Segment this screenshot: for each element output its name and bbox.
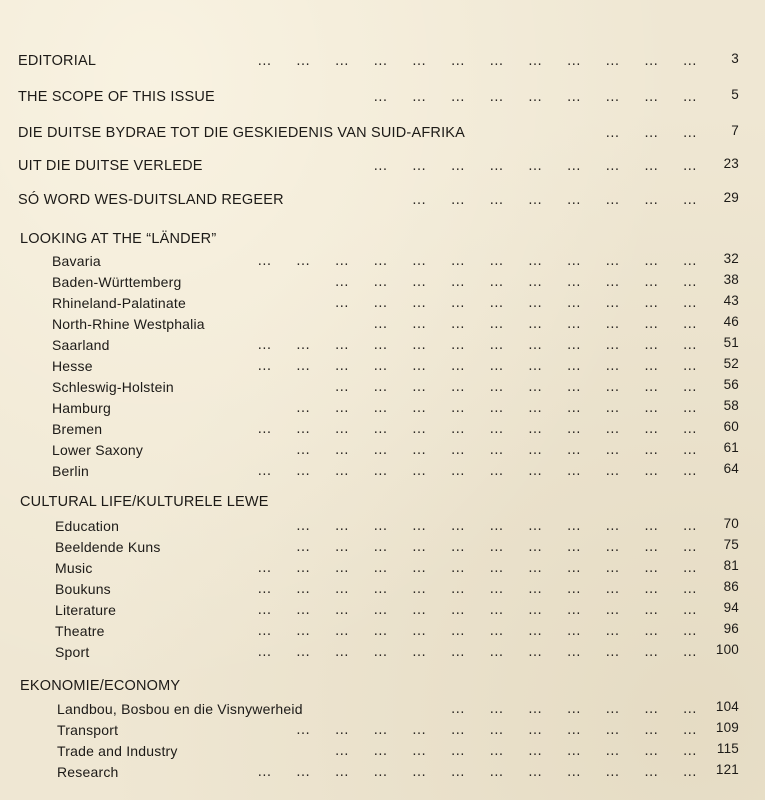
dot-leaders: … … … … … … … … … … … …: [257, 560, 697, 576]
toc-entry-page: 43: [723, 293, 739, 308]
dot-leaders: … … … … … … … … … … … …: [257, 463, 697, 479]
toc-entry-page: 104: [715, 699, 739, 714]
toc-entry-label: DIE DUITSE BYDRAE TOT DIE GESKIEDENIS VAN SUID-AFRIKA: [18, 125, 466, 141]
toc-subentry[interactable]: [0, 599, 765, 621]
dot-leaders: … … … … … … … … … … …: [295, 400, 697, 416]
toc-subentry[interactable]: [0, 536, 765, 558]
toc-entry-label: Boukuns: [55, 581, 111, 597]
toc-entry-label: Bavaria: [52, 253, 101, 269]
toc-subentry[interactable]: [0, 719, 765, 741]
toc-entry-page: 3: [731, 51, 739, 66]
toc-entry-label: Baden-Württemberg: [52, 274, 182, 290]
toc-subentry[interactable]: [0, 620, 765, 642]
dot-leaders: … … … … … … … … … … … …: [257, 764, 697, 780]
toc-entry-label: Beeldende Kuns: [55, 539, 161, 555]
toc-subentry[interactable]: [0, 761, 765, 783]
toc-subentry[interactable]: [0, 355, 765, 377]
toc-entry-page: 86: [723, 579, 739, 594]
toc-entry-label: Theatre: [55, 623, 105, 639]
toc-subentry[interactable]: [0, 740, 765, 762]
toc-entry-page: 70: [723, 516, 739, 531]
toc-entry-page: 109: [715, 720, 739, 735]
toc-entry-page: 32: [723, 251, 739, 266]
dot-leaders: … … … … … … … … … … …: [295, 539, 697, 555]
section-heading-cultural-life: CULTURAL LIFE/KULTURELE LEWE: [20, 494, 269, 510]
toc-subentry[interactable]: [0, 460, 765, 482]
toc-entry-label: Education: [55, 518, 120, 534]
toc-subentry[interactable]: [0, 292, 765, 314]
dot-leaders: … … … … … … … … … … … …: [257, 53, 697, 69]
dot-leaders: … … … … … … … … … … … …: [257, 421, 697, 437]
toc-entry-wes-duitsland[interactable]: [0, 189, 765, 211]
toc-subentry[interactable]: [0, 334, 765, 356]
toc-subentry[interactable]: [0, 439, 765, 461]
dot-leaders: … … … … … … … … … …: [334, 295, 697, 311]
toc-subentry[interactable]: [0, 313, 765, 335]
dot-leaders: … … … … … … … … … … … …: [257, 623, 697, 639]
toc-subentry[interactable]: [0, 376, 765, 398]
toc-entry-page: 29: [723, 190, 739, 205]
toc-subentry[interactable]: [0, 698, 765, 720]
toc-entry-label: Hamburg: [52, 400, 111, 416]
toc-subentry[interactable]: [0, 271, 765, 293]
toc-entry-label: Bremen: [52, 421, 103, 437]
toc-entry-page: 121: [715, 762, 739, 777]
section-heading-economy: EKONOMIE/ECONOMY: [20, 678, 181, 694]
toc-entry-page: 5: [731, 87, 739, 102]
toc-subentry[interactable]: [0, 397, 765, 419]
toc-entry-label: UIT DIE DUITSE VERLEDE: [18, 158, 203, 174]
toc-entry-label: Research: [57, 764, 119, 780]
section-heading-lander: LOOKING AT THE “LÄNDER”: [20, 231, 217, 247]
dot-leaders: … … … … … … …: [450, 701, 697, 717]
dot-leaders: … … … … … … … … … … …: [295, 722, 697, 738]
toc-entry-label: Hesse: [52, 358, 93, 374]
toc-subentry[interactable]: [0, 515, 765, 537]
toc-entry-page: 38: [723, 272, 739, 287]
dot-leaders: … … … … … … … … … …: [334, 379, 697, 395]
toc-entry-label: Lower Saxony: [52, 442, 144, 458]
dot-leaders: … … … … … … … … … … … …: [257, 337, 697, 353]
toc-entry-page: 94: [723, 600, 739, 615]
toc-subentry[interactable]: [0, 418, 765, 440]
dot-leaders: … … … … … … … … … … … …: [257, 644, 697, 660]
toc-subentry[interactable]: [0, 250, 765, 272]
dot-leaders: … … … … … … … … … …: [334, 743, 697, 759]
dot-leaders: … … … … … … … … … … …: [295, 442, 697, 458]
toc-entry-page: 51: [723, 335, 739, 350]
toc-entry-label: Berlin: [52, 463, 89, 479]
toc-entry-page: 23: [723, 156, 739, 171]
toc-entry-label: Transport: [57, 722, 119, 738]
toc-entry-duitse-bydrae[interactable]: [0, 122, 765, 144]
dot-leaders: … … … … … … … … … … … …: [257, 602, 697, 618]
toc-entry-duitse-verlede[interactable]: [0, 155, 765, 177]
toc-entry-label: Literature: [55, 602, 117, 618]
toc-entry-page: 46: [723, 314, 739, 329]
toc-entry-page: 61: [723, 440, 739, 455]
toc-entry-editorial[interactable]: [0, 50, 765, 72]
toc-entry-page: 96: [723, 621, 739, 636]
toc-entry-page: 64: [723, 461, 739, 476]
dot-leaders: … … … … … … … … …: [373, 89, 697, 105]
dot-leaders: … … … … … … … … … … … …: [257, 358, 697, 374]
toc-entry-label: Trade and Industry: [57, 743, 178, 759]
toc-entry-label: Sport: [55, 644, 90, 660]
toc-entry-label: SÓ WORD WES-DUITSLAND REGEER: [18, 192, 284, 208]
toc-entry-page: 100: [715, 642, 739, 657]
toc-subentry[interactable]: [0, 557, 765, 579]
toc-entry-label: Schleswig-Holstein: [52, 379, 174, 395]
toc-subentry[interactable]: [0, 641, 765, 663]
dot-leaders: … … … … … … … …: [411, 192, 697, 208]
toc-entry-page: 58: [723, 398, 739, 413]
toc-subentry[interactable]: [0, 578, 765, 600]
toc-entry-label: EDITORIAL: [18, 53, 97, 69]
toc-entry-label: Saarland: [52, 337, 110, 353]
toc-entry-label: Music: [55, 560, 93, 576]
toc-entry-page: 56: [723, 377, 739, 392]
dot-leaders: … … … … … … … … … … …: [295, 518, 697, 534]
toc-entry-page: 81: [723, 558, 739, 573]
toc-entry-label: Landbou, Bosbou en die Visnywerheid: [57, 701, 303, 717]
dot-leaders: … … … … … … … … … … … …: [257, 581, 697, 597]
dot-leaders: … … … … … … … … … … … …: [257, 253, 697, 269]
toc-entry-page: 52: [723, 356, 739, 371]
toc-entry-label: North-Rhine Westphalia: [52, 316, 205, 332]
dot-leaders: … … … … … … … … … …: [334, 274, 697, 290]
dot-leaders: … … … … … … … … …: [373, 158, 697, 174]
toc-entry-page: 60: [723, 419, 739, 434]
toc-entry-page: 7: [731, 123, 739, 138]
toc-entry-page: 75: [723, 537, 739, 552]
toc-entry-page: 115: [716, 741, 739, 756]
toc-entry-label: Rhineland-Palatinate: [52, 295, 186, 311]
dot-leaders: … … …: [605, 125, 697, 141]
toc-entry-label: THE SCOPE OF THIS ISSUE: [18, 89, 215, 105]
toc-entry-scope[interactable]: [0, 86, 765, 108]
dot-leaders: … … … … … … … … …: [373, 316, 697, 332]
